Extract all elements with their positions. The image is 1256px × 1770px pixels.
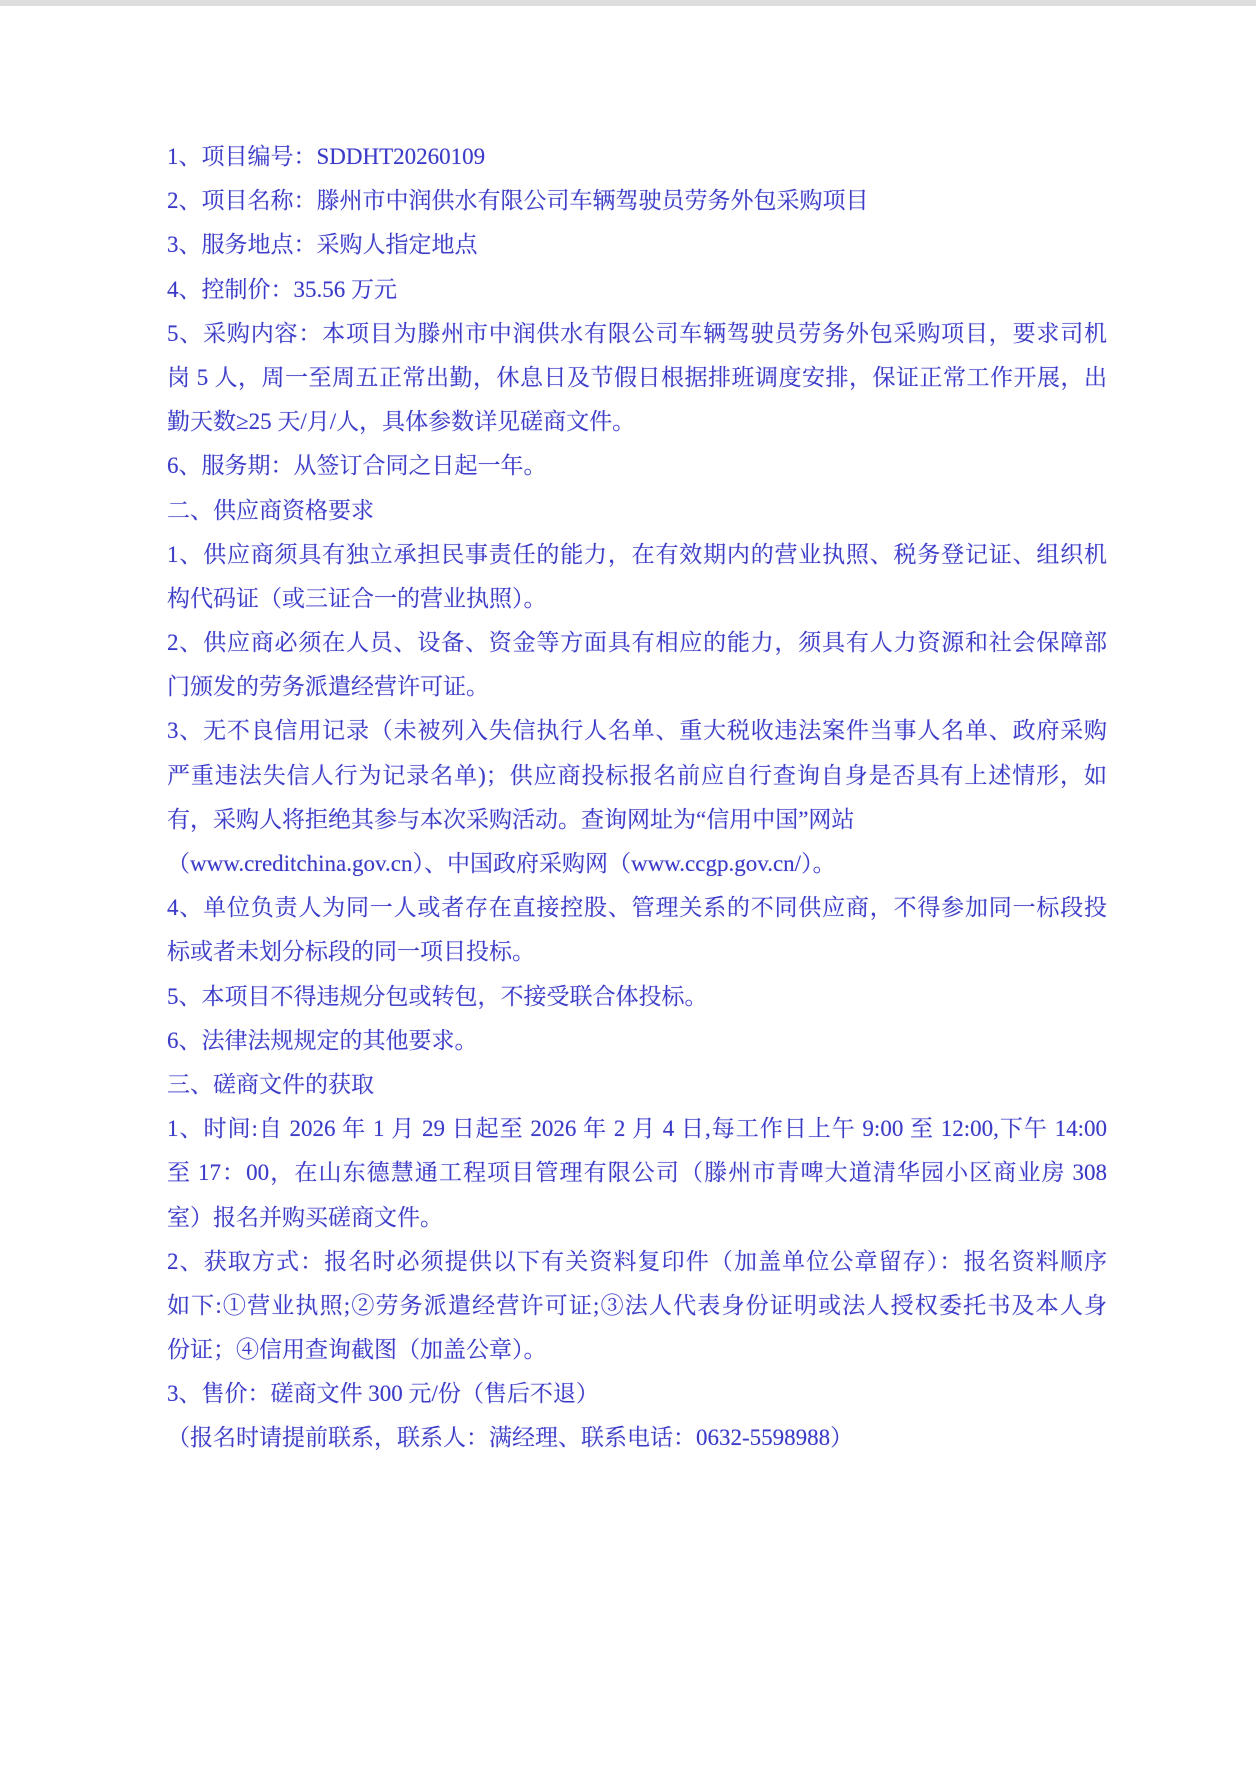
text-line: 二、供应商资格要求 xyxy=(167,497,374,523)
text-line: 3、售价：磋商文件 300 元/份（售后不退） xyxy=(167,1381,599,1407)
paragraph-section-2-heading xyxy=(167,489,1107,533)
text-line: 6、服务期：从签订合同之日起一年。 xyxy=(167,453,547,479)
paragraph-project-number xyxy=(167,135,1107,179)
text-line: 岗 5 人，周一至周五正常出勤，休息日及节假日根据排班调度安排，保证正常工作开展，出 xyxy=(167,364,1107,390)
text-line: 2、获取方式：报名时必须提供以下有关资料复印件（加盖单位公章留存）：报名资料顺序 xyxy=(167,1248,1107,1274)
paragraph-qualification-4 xyxy=(167,886,1107,974)
text-line: 5、本项目不得违规分包或转包，不接受联合体投标。 xyxy=(167,983,708,1009)
paragraph-control-price xyxy=(167,268,1107,312)
text-line: 1、供应商须具有独立承担民事责任的能力，在有效期内的营业执照、税务登记证、组织机 xyxy=(167,541,1107,567)
text-line: （www.creditchina.gov.cn）、中国政府采购网（www.ccgp.gov.cn/）。 xyxy=(167,851,836,876)
paragraph-contact-note xyxy=(167,1416,1107,1460)
text-line: 室）报名并购买磋商文件。 xyxy=(167,1204,443,1230)
paragraph-acquisition-time xyxy=(167,1107,1107,1240)
text-line: 勤天数≥25 天/月/人，具体参数详见磋商文件。 xyxy=(167,409,636,435)
text-line: 有，采购人将拒绝其参与本次采购活动。查询网址为“信用中国”网站 xyxy=(167,806,855,832)
text-line: 2、供应商必须在人员、设备、资金等方面具有相应的能力，须具有人力资源和社会保障部 xyxy=(167,630,1107,656)
text-line: 门颁发的劳务派遣经营许可证。 xyxy=(167,674,489,700)
text-line: 2、项目名称：滕州市中润供水有限公司车辆驾驶员劳务外包采购项目 xyxy=(167,188,869,214)
paragraph-qualification-3 xyxy=(167,709,1107,886)
text-line: 三、磋商文件的获取 xyxy=(167,1071,374,1097)
text-line: 构代码证（或三证合一的营业执照）。 xyxy=(167,585,547,611)
paragraph-acquisition-method xyxy=(167,1240,1107,1373)
text-line: 严重违法失信人行为记录名单)；供应商投标报名前应自行查询自身是否具有上述情形，如 xyxy=(167,762,1107,788)
paragraph-document-price xyxy=(167,1372,1107,1416)
text-line: 4、单位负责人为同一人或者存在直接控股、管理关系的不同供应商，不得参加同一标段投 xyxy=(167,895,1107,921)
top-edge-bar xyxy=(0,0,1256,6)
text-line: 份证；④信用查询截图（加盖公章）。 xyxy=(167,1337,547,1363)
paragraph-qualification-2 xyxy=(167,621,1107,709)
paragraph-service-location xyxy=(167,223,1107,267)
text-line: 1、项目编号：SDDHT20260109 xyxy=(167,144,486,169)
text-line: 如下:①营业执照;②劳务派遣经营许可证;③法人代表身份证明或法人授权委托书及本人身 xyxy=(167,1292,1107,1318)
paragraph-service-period xyxy=(167,444,1107,488)
text-line: 6、法律法规规定的其他要求。 xyxy=(167,1027,478,1053)
text-line: 1、时间:自 2026 年 1 月 29 日起至 2026 年 2 月 4 日,每工作日上午 9:00 至 12:00,下午 14:00 xyxy=(167,1116,1107,1142)
text-line: 5、采购内容：本项目为滕州市中润供水有限公司车辆驾驶员劳务外包采购项目，要求司机 xyxy=(167,320,1107,346)
text-line: 3、服务地点：采购人指定地点 xyxy=(167,232,478,258)
text-line: 标或者未划分标段的同一项目投标。 xyxy=(167,939,535,965)
document-page xyxy=(167,135,1107,1461)
paragraph-qualification-1 xyxy=(167,533,1107,621)
text-line: 至 17：00，在山东德慧通工程项目管理有限公司（滕州市青啤大道清华园小区商业房 308 xyxy=(167,1160,1107,1186)
text-line: 3、无不良信用记录（未被列入失信执行人名单、重大税收违法案件当事人名单、政府采购 xyxy=(167,718,1107,744)
paragraph-qualification-6 xyxy=(167,1019,1107,1063)
text-line: （报名时请提前联系，联系人：满经理、联系电话：0632-5598988） xyxy=(167,1425,854,1451)
paragraph-procurement-content xyxy=(167,312,1107,445)
text-line: 4、控制价：35.56 万元 xyxy=(167,276,397,302)
paragraph-qualification-5 xyxy=(167,975,1107,1019)
paragraph-project-name xyxy=(167,179,1107,223)
paragraph-section-3-heading xyxy=(167,1063,1107,1107)
